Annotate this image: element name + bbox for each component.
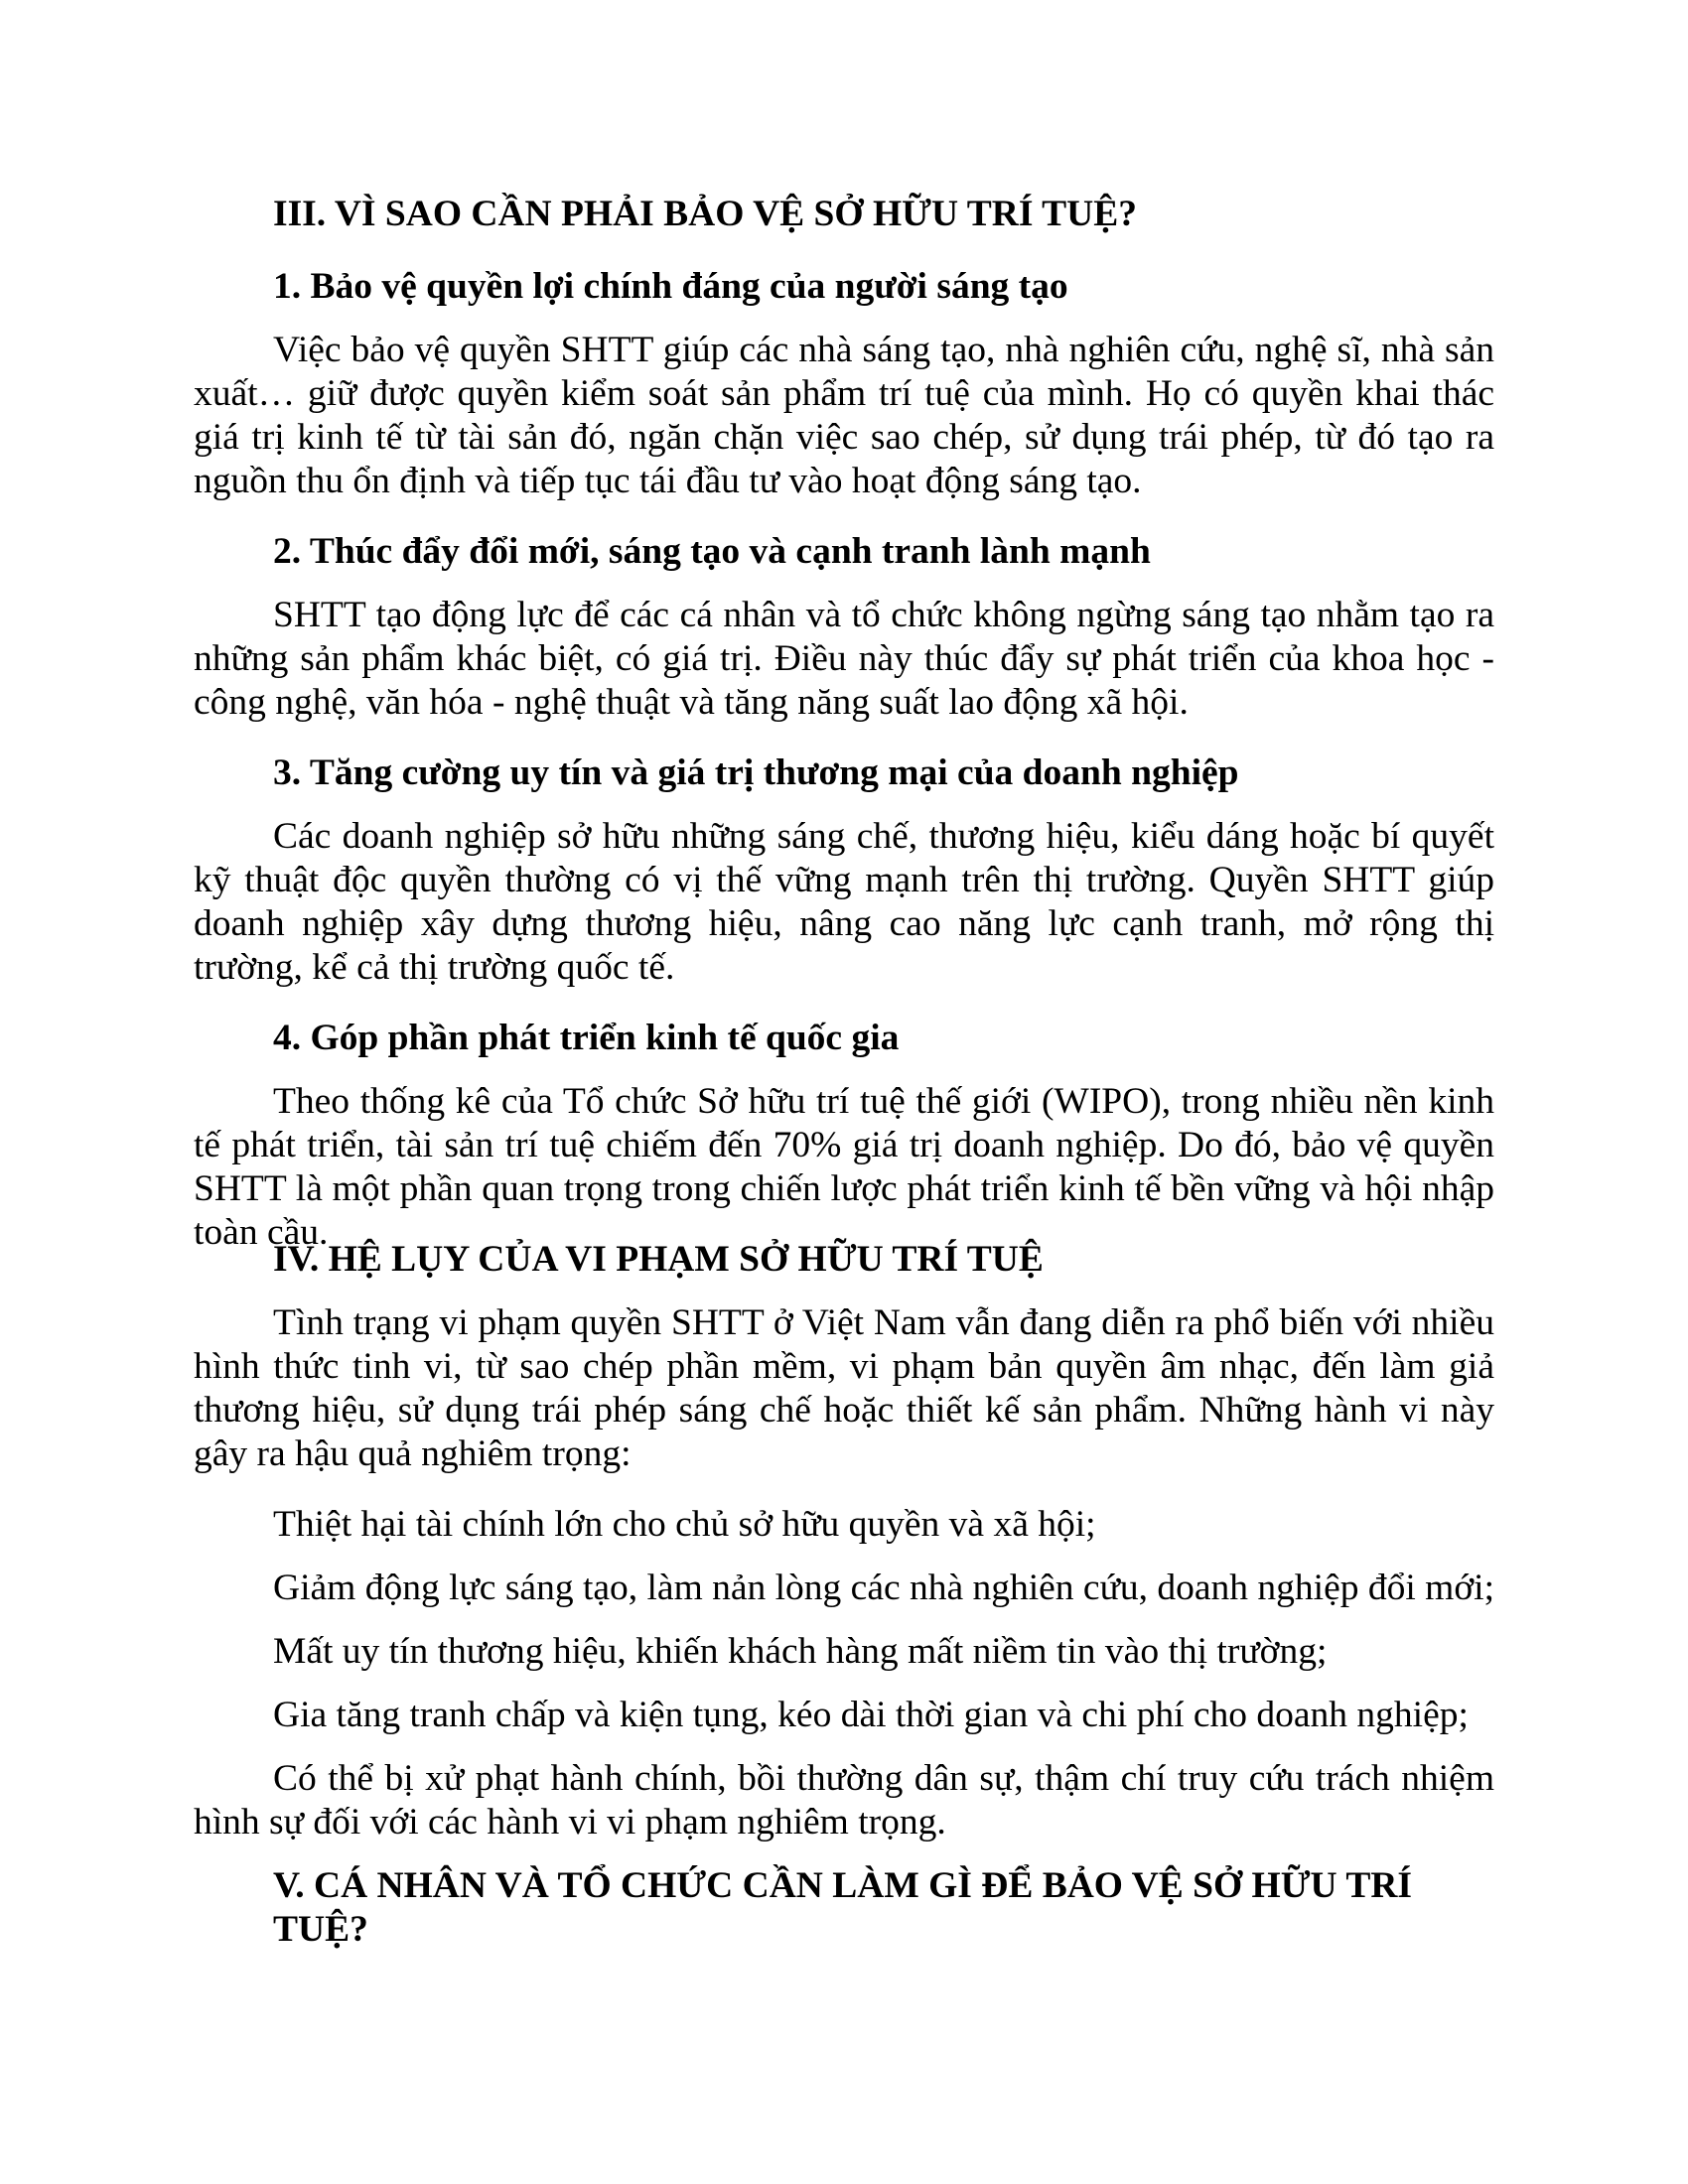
section-4-heading: IV. HỆ LỤY CỦA VI PHẠM SỞ HỮU TRÍ TUỆ xyxy=(273,1239,1044,1280)
consequence-item-2: Giảm động lực sáng tạo, làm nản lòng các nhà nghiên cứu, doanh nghiệp đổi mới; xyxy=(273,1568,1494,1608)
section-5-heading: V. CÁ NHÂN VÀ TỔ CHỨC CẦN LÀM GÌ ĐỂ BẢO VỆ SỞ HỮU TRÍ TUỆ? xyxy=(273,1865,1413,1950)
section-4-intro-paragraph: Tình trạng vi phạm quyền SHTT ở Việt Nam vẫn đang diễn ra phổ biến với nhiều hình thức tinh vi, từ sao chép phần mềm, vi phạm bản quyền âm nhạc, đến làm giả thương hiệu, sử dụng trái phép sáng chế hoặc thiết kế sản phẩm. Những hành vi này gây ra hậu quả nghiêm trọng: xyxy=(194,1302,1494,1474)
consequence-item-1: Thiệt hại tài chính lớn cho chủ sở hữu quyền và xã hội; xyxy=(273,1504,1096,1545)
consequence-item-3: Mất uy tín thương hiệu, khiến khách hàng mất niềm tin vào thị trường; xyxy=(273,1631,1328,1672)
section-3-item-3-heading: 3. Tăng cường uy tín và giá trị thương mại của doanh nghiệp xyxy=(273,752,1239,793)
consequence-item-5: Có thể bị xử phạt hành chính, bồi thường dân sự, thậm chí truy cứu trách nhiệm hình sự đối với các hành vi vi phạm nghiêm trọng. xyxy=(194,1758,1494,1843)
section-3-item-1-paragraph: Việc bảo vệ quyền SHTT giúp các nhà sáng tạo, nhà nghiên cứu, nghệ sĩ, nhà sản xuất… giữ được quyền kiểm soát sản phẩm trí tuệ của mình. Họ có quyền khai thác giá trị kinh tế từ tài sản đó, ngăn chặn việc sao chép, sử dụng trái phép, từ đó tạo ra nguồn thu ổn định và tiếp tục tái đầu tư vào hoạt động sáng tạo. xyxy=(194,330,1494,501)
section-3-item-3-paragraph: Các doanh nghiệp sở hữu những sáng chế, thương hiệu, kiểu dáng hoặc bí quyết kỹ thuật độc quyền thường có vị thế vững mạnh trên thị trường. Quyền SHTT giúp doanh nghiệp xây dựng thương hiệu, nâng cao năng lực cạnh tranh, mở rộng thị trường, kể cả thị trường quốc tế. xyxy=(194,816,1494,988)
section-3-item-4-heading: 4. Góp phần phát triển kinh tế quốc gia xyxy=(273,1018,900,1058)
consequence-item-4: Gia tăng tranh chấp và kiện tụng, kéo dài thời gian và chi phí cho doanh nghiệp; xyxy=(273,1695,1469,1735)
section-3-heading: III. VÌ SAO CẦN PHẢI BẢO VỆ SỞ HỮU TRÍ TUỆ? xyxy=(273,194,1137,234)
section-3-item-2-paragraph: SHTT tạo động lực để các cá nhân và tổ chức không ngừng sáng tạo nhằm tạo ra những sản phẩm khác biệt, có giá trị. Điều này thúc đẩy sự phát triển của khoa học - công nghệ, văn hóa - nghệ thuật và tăng năng suất lao động xã hội. xyxy=(194,595,1494,723)
section-3-item-4-paragraph: Theo thống kê của Tổ chức Sở hữu trí tuệ thế giới (WIPO), trong nhiều nền kinh tế phát triển, tài sản trí tuệ chiếm đến 70% giá trị doanh nghiệp. Do đó, bảo vệ quyền SHTT là một phần quan trọng trong chiến lược phát triển kinh tế bền vững và hội nhập toàn cầu. xyxy=(194,1081,1494,1253)
section-3-item-1-heading: 1. Bảo vệ quyền lợi chính đáng của người sáng tạo xyxy=(273,266,1068,307)
section-3-item-2-heading: 2. Thúc đẩy đổi mới, sáng tạo và cạnh tranh lành mạnh xyxy=(273,531,1151,572)
